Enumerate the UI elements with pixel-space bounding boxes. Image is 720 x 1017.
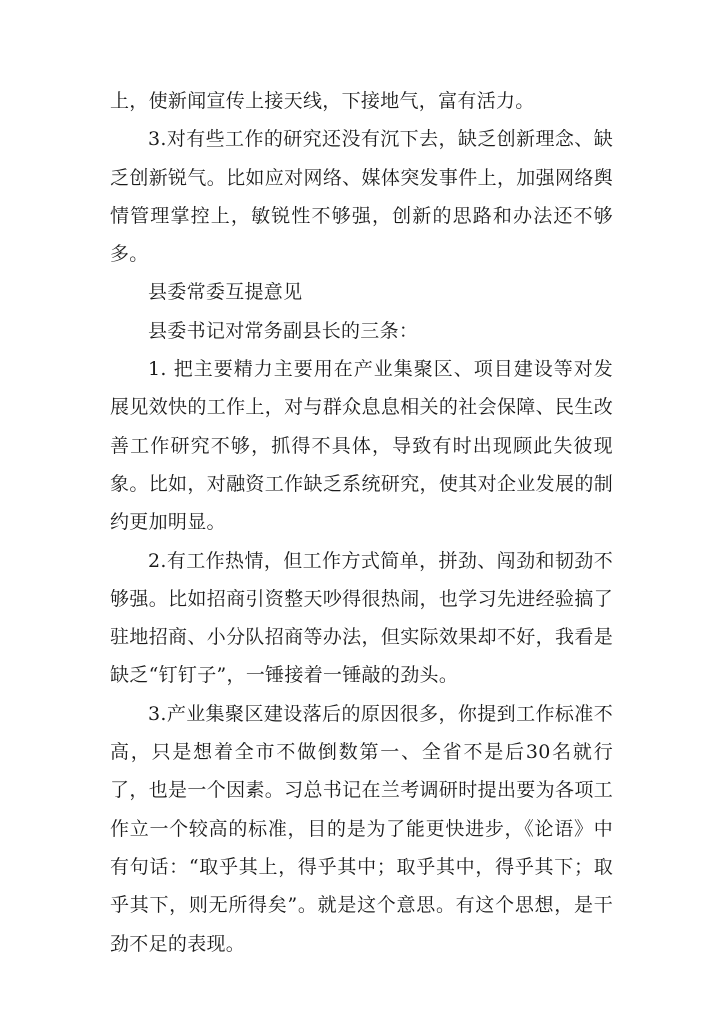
paragraph-item-3: 3.产业集聚区建设落后的原因很多，你提到工作标准不高，只是想着全市不做倒数第一、全省不是后30名就行了，也是一个因素。习总书记在兰考调研时提出要为各项工作立一个较高的标准，目的是为了能更快进步，《论语》中有句话：“取乎其上，得乎其中；取乎其中，得乎其下；取乎其下，则无所得矣”。就是这个意思。有这个思想，是干劲不足的表现。	[110, 702, 613, 955]
paragraph-item-1: 1. 把主要精力主要用在产业集聚区、项目建设等对发展见效快的工作上，对与群众息息相关的社会保障、民生改善工作研究不够，抓得不具体，导致有时出现顾此失彼现象。比如，对融资工作缺乏系统研究，使其对企业发展的制约更加明显。	[110, 358, 613, 534]
paragraph-point-3-research: 3.对有些工作的研究还没有沉下去，缺乏创新理念、缺乏创新锐气。比如应对网络、媒体突发事件上，加强网络舆情管理掌控上，敏锐性不够强，创新的思路和办法还不够多。	[110, 128, 613, 266]
document-page	[110, 82, 613, 963]
section-heading-mutual-opinions: 县委常委互提意见	[148, 281, 303, 304]
paragraph-continuation: 上，使新闻宣传上接天线，下接地气，富有活力。	[110, 90, 535, 112]
paragraph-item-2: 2.有工作热情，但工作方式简单，拼劲、闯劲和韧劲不够强。比如招商引资整天吵得很热闹，也学习先进经验搞了驻地招商、小分队招商等办法，但实际效果却不好，我看是缺乏“钉钉子”，一锤接着一锤敲的劲头。	[110, 549, 613, 687]
subheading-secretary-to-deputy: 县委书记对常务副县长的三条：	[148, 319, 419, 342]
